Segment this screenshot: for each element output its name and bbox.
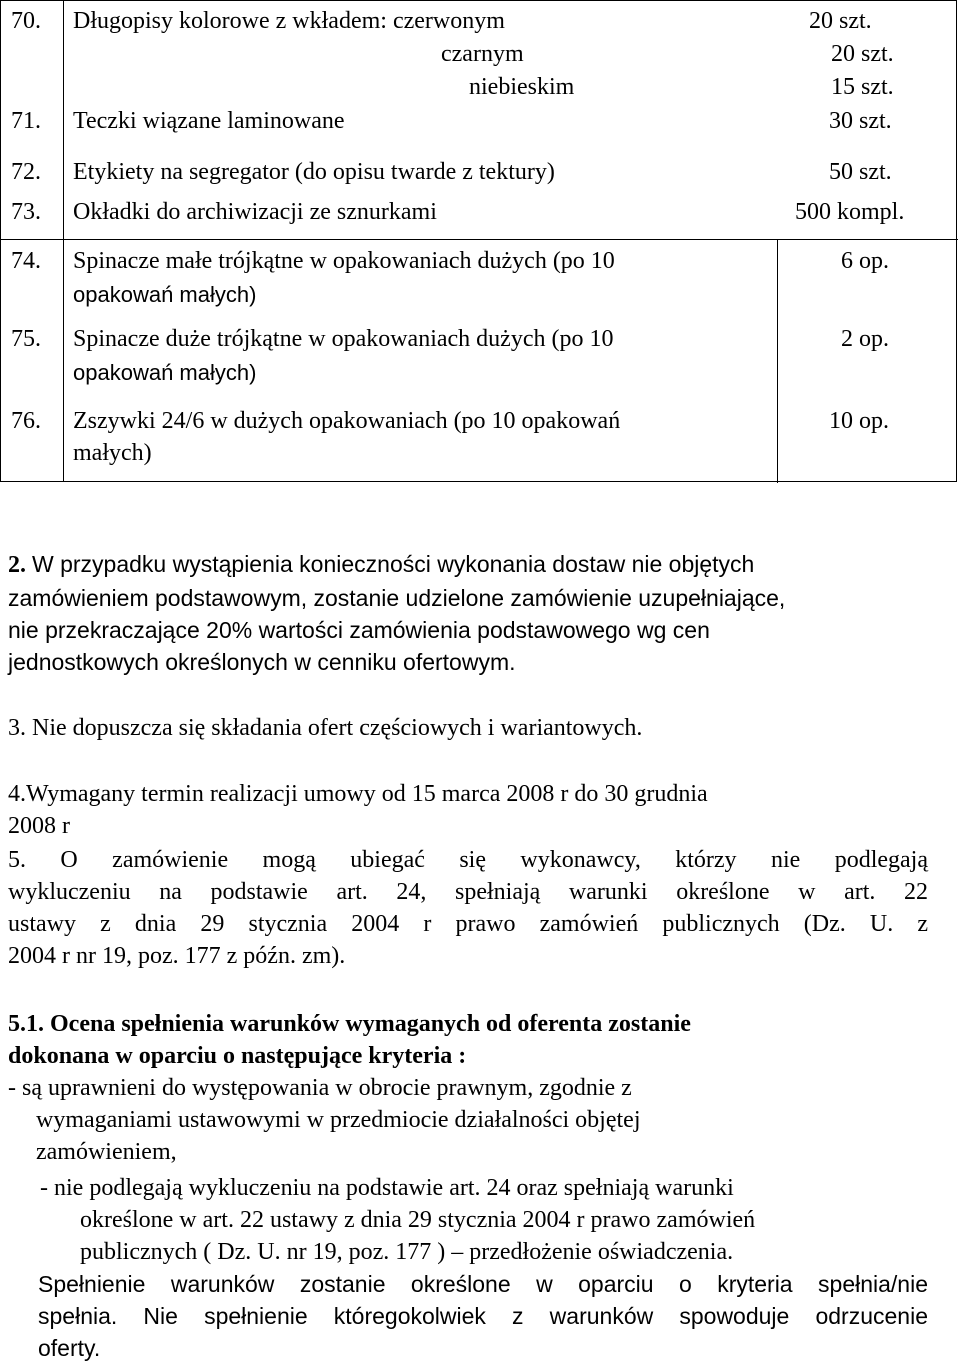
section-5-line: 2004 r nr 19, poz. 177 z późn. zm). bbox=[8, 943, 346, 969]
section-5-line: wykluczeniu na podstawie art. 24, spełniają warunki określone w art. 22 bbox=[8, 879, 928, 905]
item-quantity: 500 kompl. bbox=[795, 199, 905, 225]
item-description: Teczki wiązane laminowane bbox=[73, 108, 345, 134]
item-description: opakowań małych) bbox=[73, 282, 257, 307]
item-quantity: 30 szt. bbox=[829, 108, 892, 134]
closing-line: Spełnienie warunków zostanie określone w oparciu o kryteria spełnia/nie bbox=[38, 1271, 928, 1297]
section-5-1-line: 5.1. Ocena spełnienia warunków wymaganych od oferenta zostanie bbox=[8, 1011, 691, 1037]
section-4-line: 2008 r bbox=[8, 813, 70, 839]
closing-line: spełnia. Nie spełnienie któregokolwiek z warunków spowoduje odrzucenie bbox=[38, 1303, 928, 1329]
criteria-2-line: publicznych ( Dz. U. nr 19, poz. 177 ) – przedłożenie oświadczenia. bbox=[80, 1239, 734, 1265]
item-quantity: 2 op. bbox=[841, 326, 889, 352]
item-quantity: 10 op. bbox=[829, 408, 889, 434]
item-quantity: 6 op. bbox=[841, 248, 889, 274]
item-quantity: 20 szt. bbox=[831, 41, 894, 67]
item-number: 72. bbox=[11, 159, 41, 185]
criteria-2-line: - nie podlegają wykluczeniu na podstawie art. 24 oraz spełniają warunki bbox=[40, 1175, 734, 1201]
item-quantity: 15 szt. bbox=[831, 74, 894, 100]
criteria-2-line: określone w art. 22 ustawy z dnia 29 stycznia 2004 r prawo zamówień bbox=[80, 1207, 756, 1233]
item-description: niebieskim bbox=[469, 74, 575, 100]
section-2-line: jednostkowych określonych w cenniku ofertowym. bbox=[8, 649, 516, 675]
section-2-line: nie przekraczające 20% wartości zamówienia podstawowego wg cen bbox=[8, 617, 710, 643]
item-number: 71. bbox=[11, 108, 41, 134]
item-number: 73. bbox=[11, 199, 41, 225]
item-quantity: 20 szt. bbox=[809, 8, 872, 34]
section-5-1-line: dokonana w oparciu o następujące kryteria : bbox=[8, 1043, 467, 1069]
item-description: Długopisy kolorowe z wkładem: czerwonym bbox=[73, 8, 505, 34]
criteria-1-line: - są uprawnieni do występowania w obrocie prawnym, zgodnie z bbox=[8, 1075, 632, 1101]
section-4-line: 4.Wymagany termin realizacji umowy od 15 marca 2008 r do 30 grudnia bbox=[8, 781, 708, 807]
item-number: 76. bbox=[11, 408, 41, 434]
criteria-1-line: zamówieniem, bbox=[36, 1139, 177, 1165]
column-divider bbox=[777, 239, 778, 483]
item-description: czarnym bbox=[441, 41, 524, 67]
section-5-line: 5. O zamówienie mogą ubiegać się wykonawcy, którzy nie podlegają bbox=[8, 847, 928, 873]
item-description: opakowań małych) bbox=[73, 360, 257, 385]
item-description: Spinacze małe trójkątne w opakowaniach dużych (po 10 bbox=[73, 248, 615, 274]
section-2-line: 2. W przypadku wystąpienia konieczności wykonania dostaw nie objętych bbox=[8, 551, 755, 578]
item-description: Okładki do archiwizacji ze sznurkami bbox=[73, 199, 437, 225]
item-number: 70. bbox=[11, 8, 41, 34]
column-divider bbox=[63, 1, 64, 481]
item-description: Spinacze duże trójkątne w opakowaniach dużych (po 10 bbox=[73, 326, 614, 352]
item-quantity: 50 szt. bbox=[829, 159, 892, 185]
section-2-text: W przypadku wystąpienia konieczności wykonania dostaw nie objętych bbox=[32, 551, 755, 577]
item-description: Etykiety na segregator (do opisu twarde z tektury) bbox=[73, 159, 555, 185]
section-5-line: ustawy z dnia 29 stycznia 2004 r prawo zamówień publicznych (Dz. U. z bbox=[8, 911, 928, 937]
closing-line: oferty. bbox=[38, 1335, 101, 1361]
row-divider bbox=[1, 239, 958, 240]
section-3-text: 3. Nie dopuszcza się składania ofert częściowych i wariantowych. bbox=[8, 715, 643, 741]
item-number: 75. bbox=[11, 326, 41, 352]
item-number: 74. bbox=[11, 248, 41, 274]
item-description: Zszywki 24/6 w dużych opakowaniach (po 10 opakowań bbox=[73, 408, 621, 434]
criteria-1-line: wymaganiami ustawowymi w przedmiocie działalności objętej bbox=[36, 1107, 641, 1133]
items-table bbox=[0, 0, 957, 482]
section-2-line: zamówieniem podstawowym, zostanie udzielone zamówienie uzupełniające, bbox=[8, 585, 786, 611]
item-description: małych) bbox=[73, 440, 152, 466]
